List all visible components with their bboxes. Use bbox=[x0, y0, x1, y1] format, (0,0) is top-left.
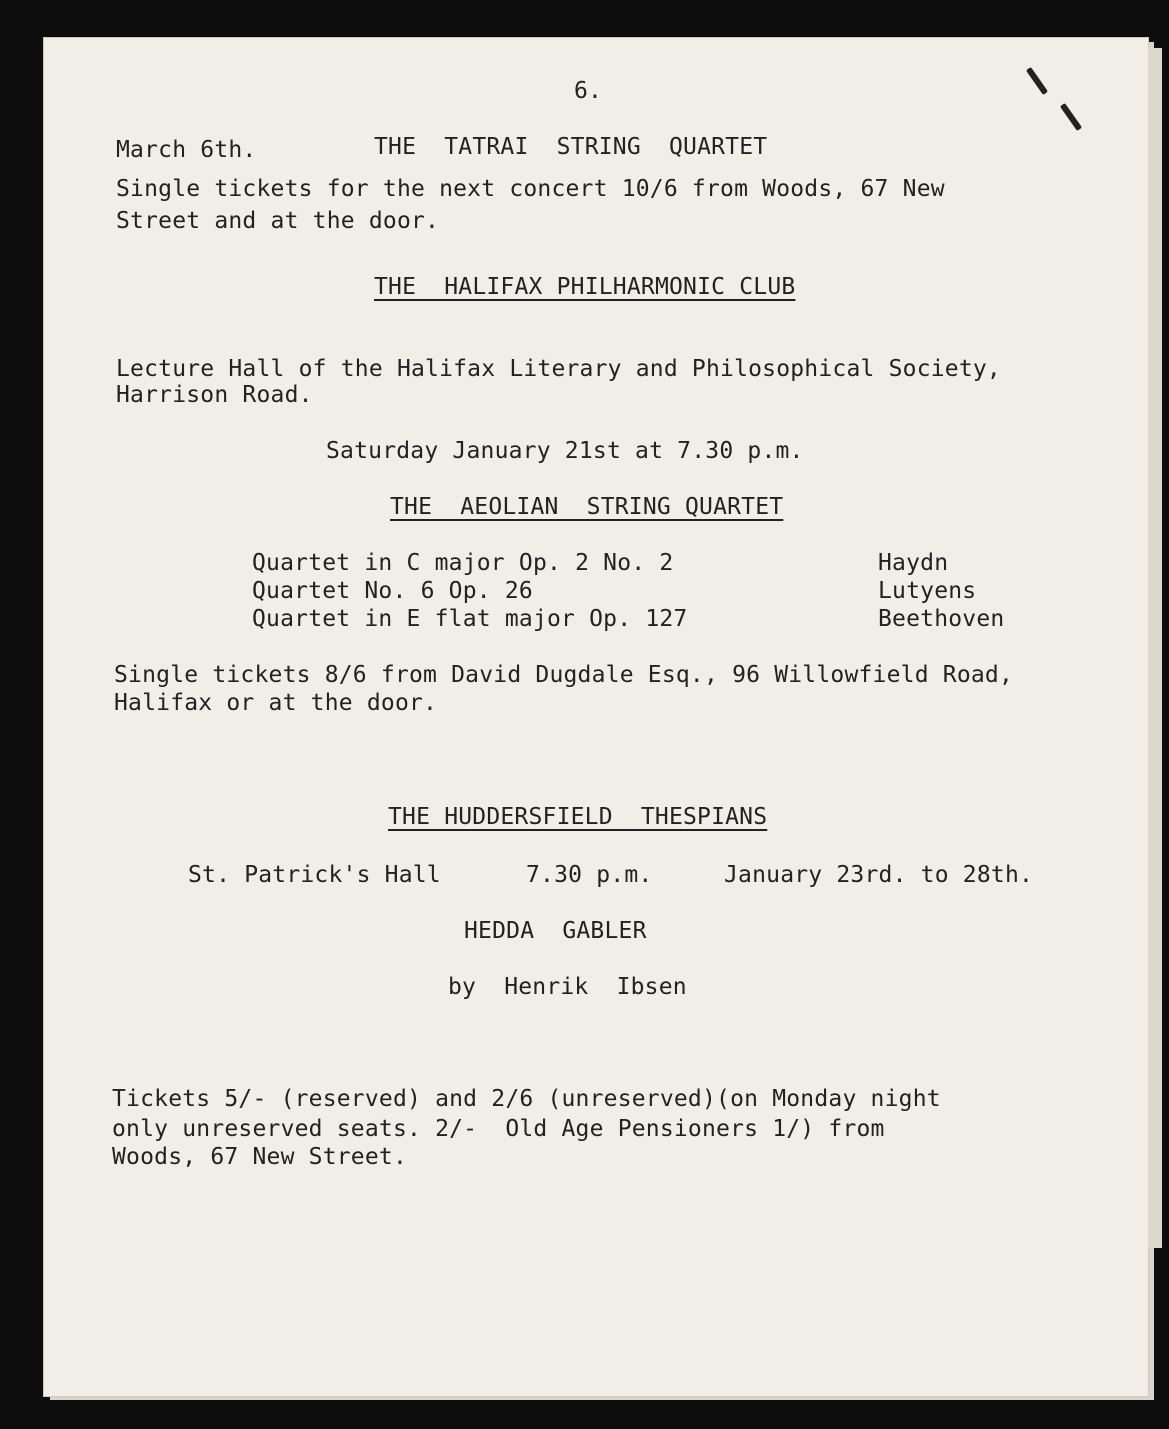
play-author: by Henrik Ibsen bbox=[448, 974, 687, 1000]
programme-work-2: Quartet No. 6 Op. 26 bbox=[252, 578, 533, 604]
programme-composer-2: Lutyens bbox=[878, 578, 977, 604]
aeolian-tickets-line2: Halifax or at the door. bbox=[114, 690, 438, 716]
thespians-time: 7.30 p.m. bbox=[526, 862, 653, 888]
tatrai-tickets-line1: Single tickets for the next concert 10/6 from Woods, 67 New bbox=[116, 176, 945, 202]
thespians-heading: THE HUDDERSFIELD THESPIANS bbox=[388, 804, 768, 830]
staple-mark bbox=[1026, 67, 1048, 95]
thespians-dates: January 23rd. to 28th. bbox=[724, 862, 1034, 888]
aeolian-tickets-line1: Single tickets 8/6 from David Dugdale Esq., 96 Willowfield Road, bbox=[114, 662, 1014, 688]
quartet-heading: THE AEOLIAN STRING QUARTET bbox=[390, 494, 784, 520]
programme-work-1: Quartet in C major Op. 2 No. 2 bbox=[252, 550, 674, 576]
thespians-tickets-line2: only unreserved seats. 2/- Old Age Pensioners 1/) from bbox=[112, 1116, 885, 1142]
club-heading: THE HALIFAX PHILHARMONIC CLUB bbox=[374, 274, 796, 300]
venue-line1: Lecture Hall of the Halifax Literary and Philosophical Society, bbox=[116, 356, 1001, 382]
programme-composer-3: Beethoven bbox=[878, 606, 1005, 632]
play-title: HEDDA GABLER bbox=[464, 918, 647, 944]
page-number: 6. bbox=[574, 78, 603, 104]
thespians-tickets-line1: Tickets 5/- (reserved) and 2/6 (unreserved)(on Monday night bbox=[112, 1086, 941, 1112]
tatrai-date: March 6th. bbox=[116, 137, 257, 163]
document-page bbox=[44, 38, 1148, 1396]
programme-composer-1: Haydn bbox=[878, 550, 949, 576]
thespians-venue: St. Patrick's Hall bbox=[188, 862, 441, 888]
tatrai-title: THE TATRAI STRING QUARTET bbox=[374, 134, 768, 160]
staple-mark bbox=[1060, 103, 1082, 131]
programme-work-3: Quartet in E flat major Op. 127 bbox=[252, 606, 688, 632]
tatrai-tickets-line2: Street and at the door. bbox=[116, 208, 440, 234]
thespians-tickets-line3: Woods, 67 New Street. bbox=[112, 1144, 407, 1170]
venue-line2: Harrison Road. bbox=[116, 382, 313, 408]
concert-date: Saturday January 21st at 7.30 p.m. bbox=[326, 438, 804, 464]
